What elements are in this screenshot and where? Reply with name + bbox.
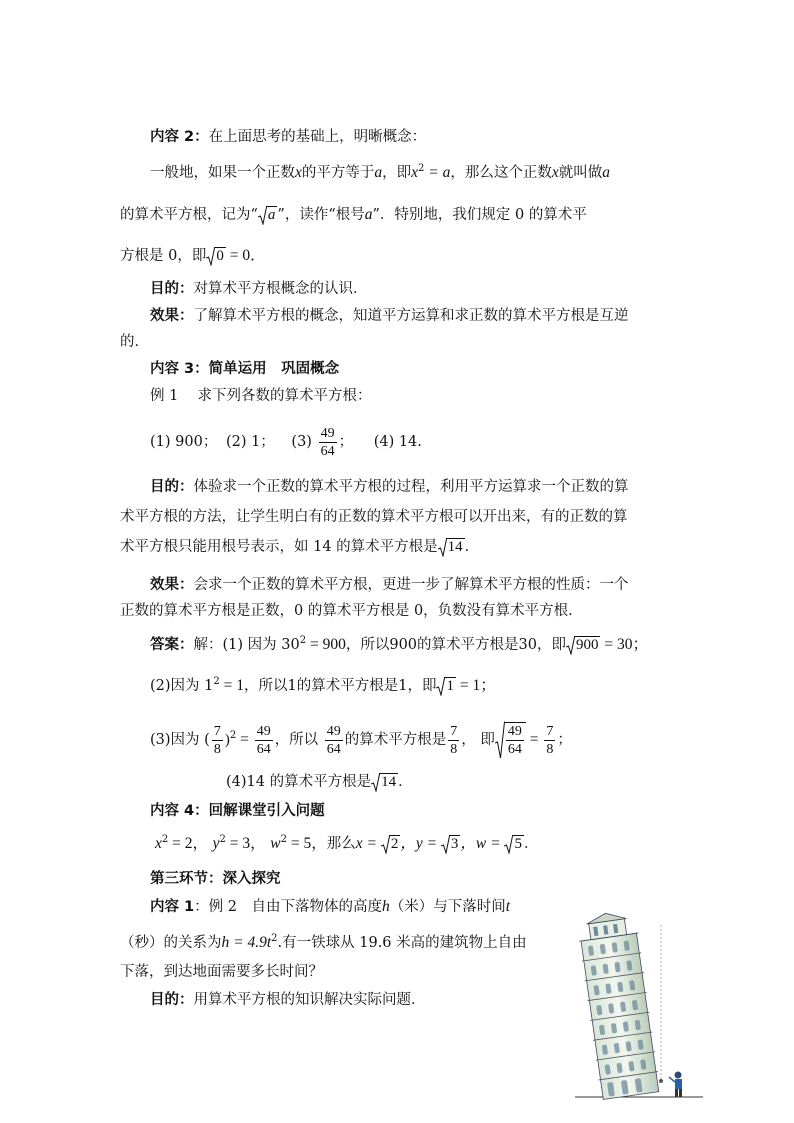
math-expr: = a [424,164,451,181]
answer-text: ，所以 [274,732,323,748]
exponent: 2 [229,730,237,741]
example1-title [150,386,371,406]
example-item-2: (2) 1； [225,434,275,450]
sqrt-14: 14 [438,537,465,557]
punct: ； [338,434,354,450]
effect-1 [150,306,629,326]
purpose-text: 体验求一个正数的算术平方根的过程，利用平方运算求一个正数的算 [193,479,629,495]
content4-heading [150,801,325,821]
math-expr: = 900 [306,636,346,653]
fraction-49-64: $\frac{49}{64}$ [320,425,335,459]
math-var: t [505,898,511,915]
math-var: h [381,898,390,915]
definition-line-1 [150,163,610,183]
sqrt-49-64 [495,720,526,760]
content2-label: 内容 2： [150,129,209,145]
effect-label: 效果： [150,577,194,593]
def-text: 的平方等于 [301,165,375,181]
purpose-3 [150,990,426,1010]
math-expr: = 1 [219,677,244,694]
content1-text: 下落，到达地面需要多长时间？ [120,964,323,980]
effect-text: 会求一个正数的算术平方根，更进一步了解算术平方根的性质：一个 [193,577,629,593]
answer-text: 解：(1) 因为 30 [193,637,300,653]
example1-items [150,422,422,462]
def-text: ，那么这个正数 [450,165,552,181]
answer-text: (3)因为 ( [150,732,210,748]
purpose-label: 目的： [150,479,194,495]
purpose-text: 术平方根只能用根号表示，如 14 的算术平方根是 [120,539,438,555]
def-text: 就叫做 [558,165,603,181]
math-expr: x = [355,835,381,852]
content1-line3 [120,962,323,982]
math-var: a [374,164,383,181]
sqrt-1: 1 [436,676,456,696]
effect-text: 了解算术平方根的概念，知道平方运算和求正数的算术平方根是互逆 [193,308,629,324]
exponent: 2 [299,635,307,646]
content1-text: （米）与下落时间 [389,899,506,915]
math-var: x [155,835,162,852]
answer-4 [226,772,413,792]
fraction-7-8: $\frac{7}{8}$ [450,723,458,757]
content3-label: 内容 3：简单运用 巩固概念 [150,361,340,377]
def-text: 的算术平方根，记为“ [120,207,258,223]
answer-text: 的算术平方根是 [344,732,447,748]
exponent: 2 [213,676,220,687]
math-expr: ，y = [400,835,441,852]
answer-1 [150,635,648,655]
punct: ． [464,539,480,555]
section3-label: 第三环节：深入探究 [150,871,281,887]
fraction-49-64: $\frac{49}{64}$ [507,724,522,757]
example-title: 例 1 求下列各数的算术平方根： [150,388,372,404]
content1-text: （秒）的关系为 [120,935,222,951]
purpose-2 [150,477,629,497]
definition-line-2 [120,205,587,225]
sqrt-0: 0 [206,246,226,266]
answer-label: 答案： [150,637,194,653]
effect-text: 正数的算术平方根是正数，0 的算术平方根是 0，负数没有算术平方根． [120,603,583,619]
purpose-2-line3 [120,537,479,557]
purpose-text: 术平方根的方法，让学生明白有的正数的算术平方根可以开出来，有的正数的算 [120,509,628,525]
math-var: x [411,164,419,181]
def-text: 方根是 0，即 [120,248,207,264]
math-expr: = 30； [600,636,648,653]
sqrt-5: 5 [504,834,524,854]
paren: ) [224,732,230,748]
purpose-1 [150,279,368,299]
content1-line2 [120,933,527,953]
math-expr: = [236,731,253,748]
math-var: a [602,164,611,181]
exponent: 2 [418,163,425,174]
def-text: ”，读作“根号 [277,207,365,223]
punct: ． [523,836,539,852]
content1-text: ：例 2 自由下落物体的高度 [194,899,382,915]
effect-label: 效果： [150,308,194,324]
exponent: 2 [161,834,169,845]
content1-line1 [150,897,510,917]
purpose-label: 目的： [150,281,194,297]
exponent: 2 [280,834,287,845]
example-item-4: (4) 14. [373,434,422,450]
content4-text: 那么 [326,836,356,852]
leaning-tower-illustration [575,905,705,1100]
math-var: y [212,835,220,852]
math-expr: ，w = [460,835,505,852]
answer-text: (4)14 的算术平方根是 [226,774,372,790]
observer-figure [669,1072,682,1098]
purpose-label: 目的： [150,992,194,1008]
math-var: w [270,835,281,852]
math-expr: = 3， [225,835,266,852]
punct: ； [557,732,572,748]
math-expr: = [525,731,543,748]
fraction-49-64: $\frac{49}{64}$ [326,723,341,757]
math-expr: = 1； [455,677,496,694]
purpose-text: 对算术平方根概念的认识． [193,281,368,297]
answer-text: ，所以900的算术平方根是30，即 [345,637,566,653]
effect-2 [150,575,629,595]
effect-text: 的． [120,334,149,350]
fraction-7-8: $\frac{7}{8}$ [546,723,554,757]
def-text: ”．特别地，我们规定 0 的算术平 [372,207,587,223]
example-item-3: (3) [291,434,312,450]
example-item-1: (1) 900； [150,434,218,450]
fraction-49-64: $\frac{49}{64}$ [256,723,271,757]
sqrt-900: 900 [566,635,601,655]
math-var: x [295,164,302,181]
purpose-text: 用算术平方根的知识解决实际问题． [193,992,426,1008]
content4-equations [155,834,538,854]
def-text: = 0． [225,247,266,264]
sqrt-3: 3 [441,834,461,854]
math-expr: = 5， [286,835,327,852]
effect-1-cont [120,332,149,352]
sqrt-14: 14 [371,772,398,792]
purpose-2-line2 [120,507,628,527]
content2-text: 在上面思考的基础上，明晰概念： [208,129,427,145]
content2-heading [150,127,426,147]
sqrt-2: 2 [381,834,401,854]
section3-heading [150,869,281,889]
effect-2-line2 [120,601,583,621]
math-expr: = 2， [168,835,209,852]
answer-text: ， 即 [461,732,495,748]
content3-heading [150,359,339,379]
fraction-7-8: $\frac{7}{8}$ [213,723,221,757]
answer-2 [150,676,496,696]
sqrt-a: a [258,205,278,225]
math-var: x [551,164,559,181]
content1-text: .有一铁球从 19.6 米高的建筑物上自由 [277,935,527,951]
answer-3 [150,720,572,760]
definition-line-3 [120,246,266,266]
def-text: 一般地，如果一个正数 [150,165,295,181]
exponent: 2 [219,834,226,845]
content4-label: 内容 4：回解课堂引入问题 [150,803,325,819]
def-text: ，即 [382,165,412,181]
punct: ． [398,774,413,790]
exponent: 2 [271,933,278,944]
content1-label: 内容 1 [150,899,195,915]
math-expr: h = 4.9t [221,934,272,951]
answer-text: (2)因为 1 [150,678,214,694]
answer-text: ，所以1的算术平方根是1，即 [244,678,437,694]
math-var: a [364,206,373,223]
